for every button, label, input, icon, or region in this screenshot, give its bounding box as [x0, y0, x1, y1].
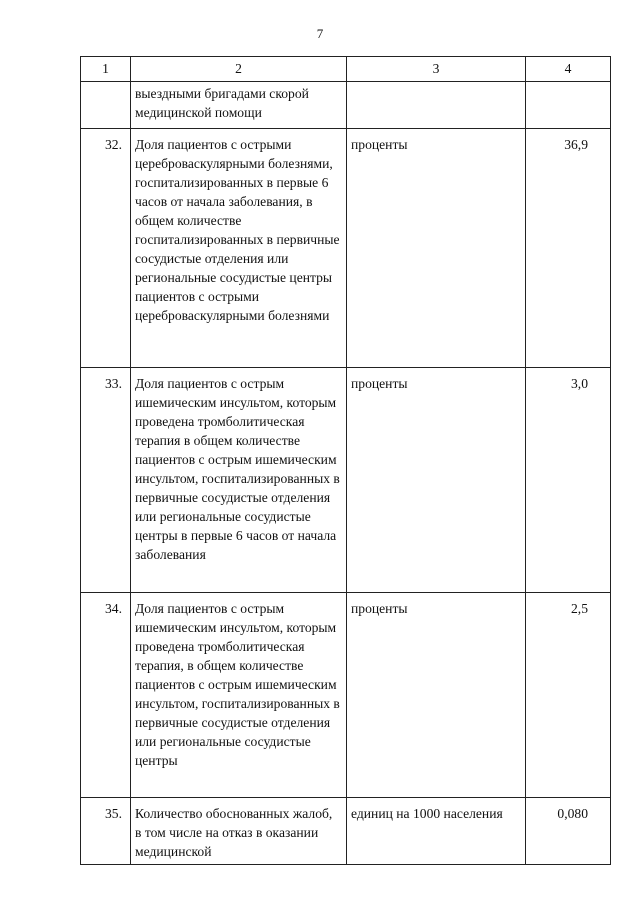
row-value: 0,080 — [526, 798, 611, 865]
row-number: 34. — [81, 593, 131, 798]
row-value: 2,5 — [526, 593, 611, 798]
page-number: 7 — [316, 26, 324, 41]
table-header-row — [81, 57, 611, 82]
row-value — [526, 82, 611, 129]
row-value: 36,9 — [526, 129, 611, 368]
row-unit: проценты — [347, 129, 526, 368]
row-value: 3,0 — [526, 368, 611, 593]
header-cell-3: 3 — [347, 57, 526, 82]
row-unit: единиц на 1000 населения — [347, 798, 526, 865]
header-cell-1: 1 — [81, 57, 131, 82]
row-number — [81, 82, 131, 129]
table-row — [81, 593, 611, 798]
header-cell-4: 4 — [526, 57, 611, 82]
table-row — [81, 82, 611, 129]
row-number: 33. — [81, 368, 131, 593]
table-row — [81, 368, 611, 593]
row-unit: проценты — [347, 593, 526, 798]
table-row — [81, 798, 611, 865]
row-description: Доля пациентов с острым ишемическим инсультом, которым проведена тромболитическая терапия, в общем количестве пациентов с острым ишемическим инсультом, госпитализированных в первичные сосудистые отделения или региональные сосудистые центры — [131, 593, 347, 798]
row-unit — [347, 82, 526, 129]
row-number: 35. — [81, 798, 131, 865]
header-cell-2: 2 — [131, 57, 347, 82]
row-unit: проценты — [347, 368, 526, 593]
table-row — [81, 129, 611, 368]
indicator-table — [80, 56, 611, 865]
row-number: 32. — [81, 129, 131, 368]
row-description: выездными бригадами скорой медицинской помощи — [131, 82, 347, 129]
row-description: Доля пациентов с острым ишемическим инсультом, которым проведена тромболитическая терапия в общем количестве пациентов с острым ишемическим инсультом, госпитализированных в первичные сосудистые отделения или региональные сосудистые центры в первые 6 часов от начала заболевания — [131, 368, 347, 593]
row-description: Количество обоснованных жалоб, в том числе на отказ в оказании медицинской — [131, 798, 347, 865]
row-description: Доля пациентов с острыми цереброваскулярными болезнями, госпитализированных в первые 6 часов от начала заболевания, в общем количестве госпитализированных в первичные сосудистые отделения или региональные сосудистые центры пациентов с острыми цереброваскулярными болезнями — [131, 129, 347, 368]
